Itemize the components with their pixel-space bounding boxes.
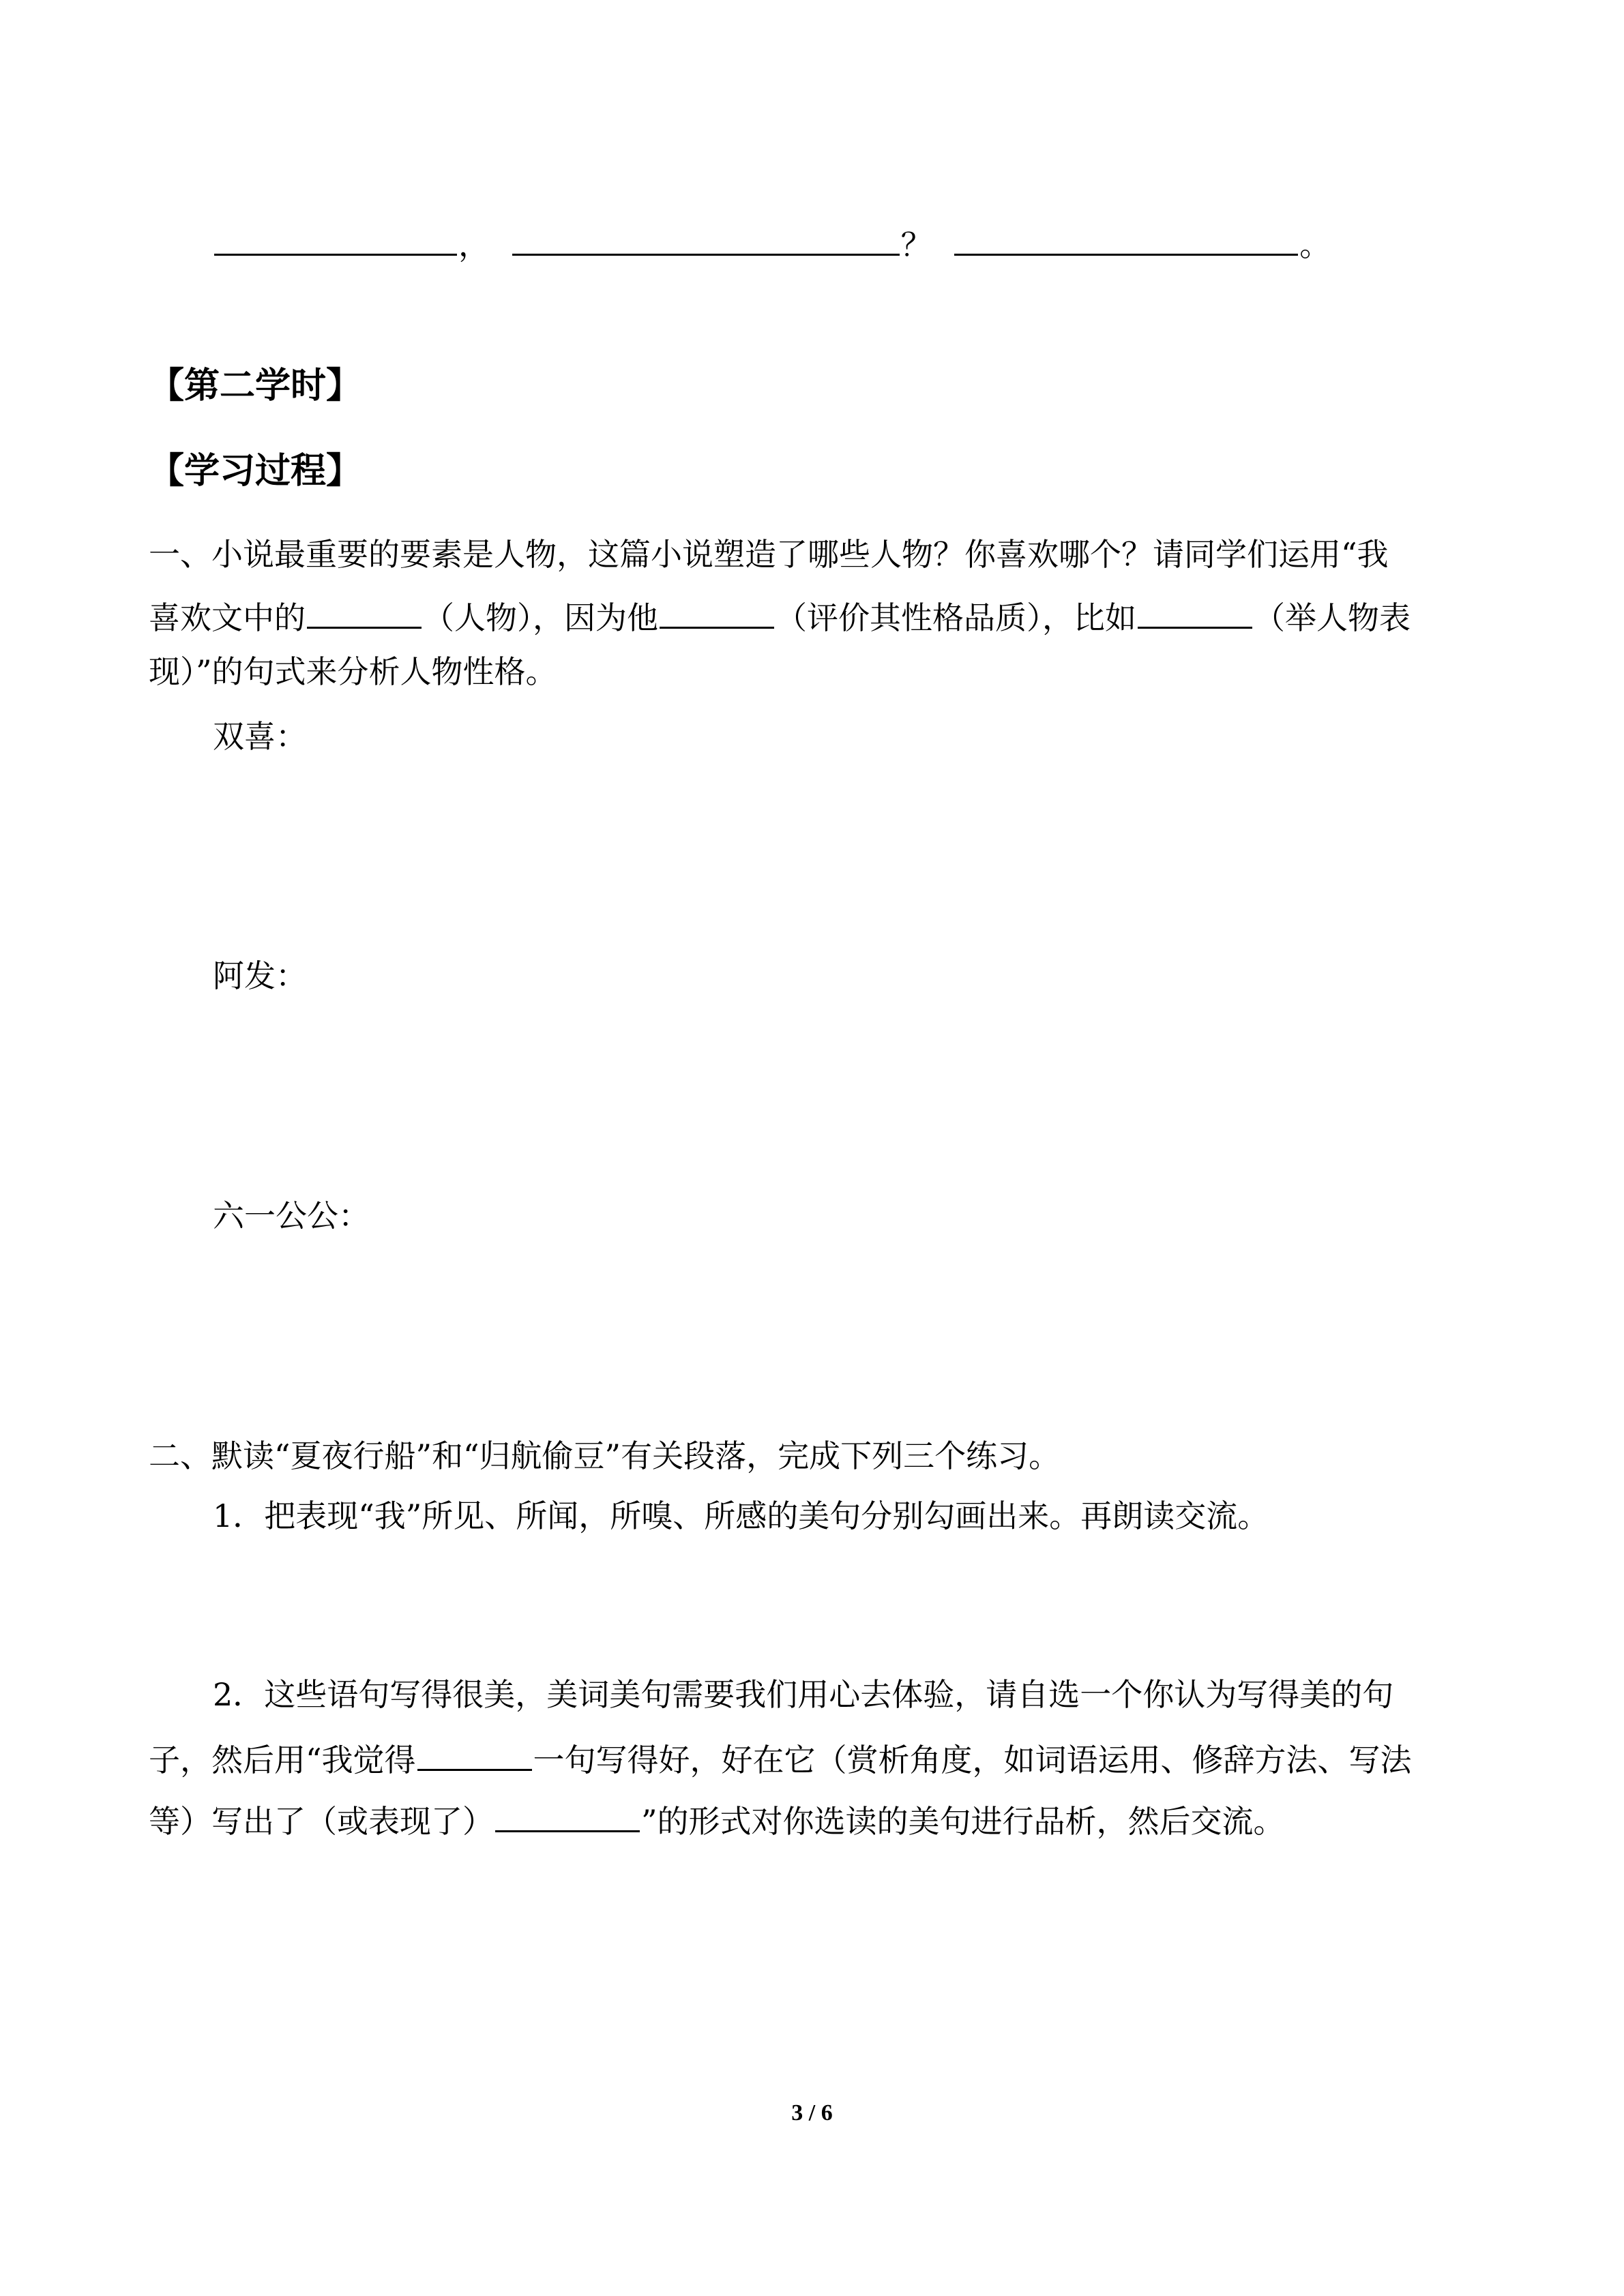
q2-item2-line3-part-b: ”的形式对你选读的美句进行品析，然后交流。 <box>641 1803 1285 1840</box>
q1-line2-part-b: （人物），因为他 <box>423 599 658 636</box>
separator-period: 。 <box>1299 226 1331 263</box>
blank-1 <box>214 224 457 256</box>
q1-line-3: 现）”的句式来分析人物性格。 <box>149 653 557 690</box>
q2-item2-line2-part-b: 一句写得好，好在它（赏析角度，如词语运用、修辞方法、写法 <box>533 1742 1412 1778</box>
q2-item2-line3-part-a: 等）写出了（或表现了） <box>149 1803 494 1840</box>
blank-sentence <box>417 1739 532 1771</box>
q2-item-2-line-2 <box>149 1739 1412 1776</box>
process-heading: 【学习过程】 <box>149 451 362 492</box>
q1-line2-part-a: 喜欢文中的 <box>149 599 306 636</box>
character-shuangxi: 双喜： <box>213 718 307 755</box>
separator-comma: ， <box>458 226 490 263</box>
q2-item-1: 1．把表现“我”所见、所闻，所嗅、所感的美句分别勾画出来。再朗读交流。 <box>213 1497 1269 1534</box>
q2-item-2-line-1: 2．这些语句写得很美，美词美句需要我们用心去体验，请自选一个你认为写得美的句 <box>213 1676 1394 1713</box>
page-number: 3 / 6 <box>791 2100 833 2126</box>
q1-line2-part-d: （举人物表 <box>1254 599 1411 636</box>
q1-line2-part-c: （评价其性格品质），比如 <box>776 599 1136 636</box>
blank-3 <box>954 224 1298 256</box>
q2-item-2-line-3 <box>149 1800 1285 1840</box>
separator-question: ？ <box>900 226 932 263</box>
q2-intro: 二、默读“夏夜行船”和“归航偷豆”有关段落，完成下列三个练习。 <box>149 1437 1061 1474</box>
section-heading: 【第二学时】 <box>149 366 362 406</box>
blank-quality <box>660 597 774 629</box>
q1-line-1: 一、小说最重要的要素是人物，这篇小说塑造了哪些人物？你喜欢哪个？请同学们运用“我 <box>149 536 1389 573</box>
blank-person <box>307 597 422 629</box>
blank-2 <box>512 224 900 256</box>
blank-expressed <box>495 1800 640 1832</box>
blank-example <box>1138 597 1252 629</box>
top-blanks-line <box>213 224 1331 263</box>
q1-line-2 <box>149 597 1411 636</box>
q2-item2-line2-part-a: 子，然后用“我觉得 <box>149 1742 416 1778</box>
character-liuyi: 六一公公： <box>213 1197 370 1234</box>
character-afa: 阿发： <box>213 957 307 994</box>
